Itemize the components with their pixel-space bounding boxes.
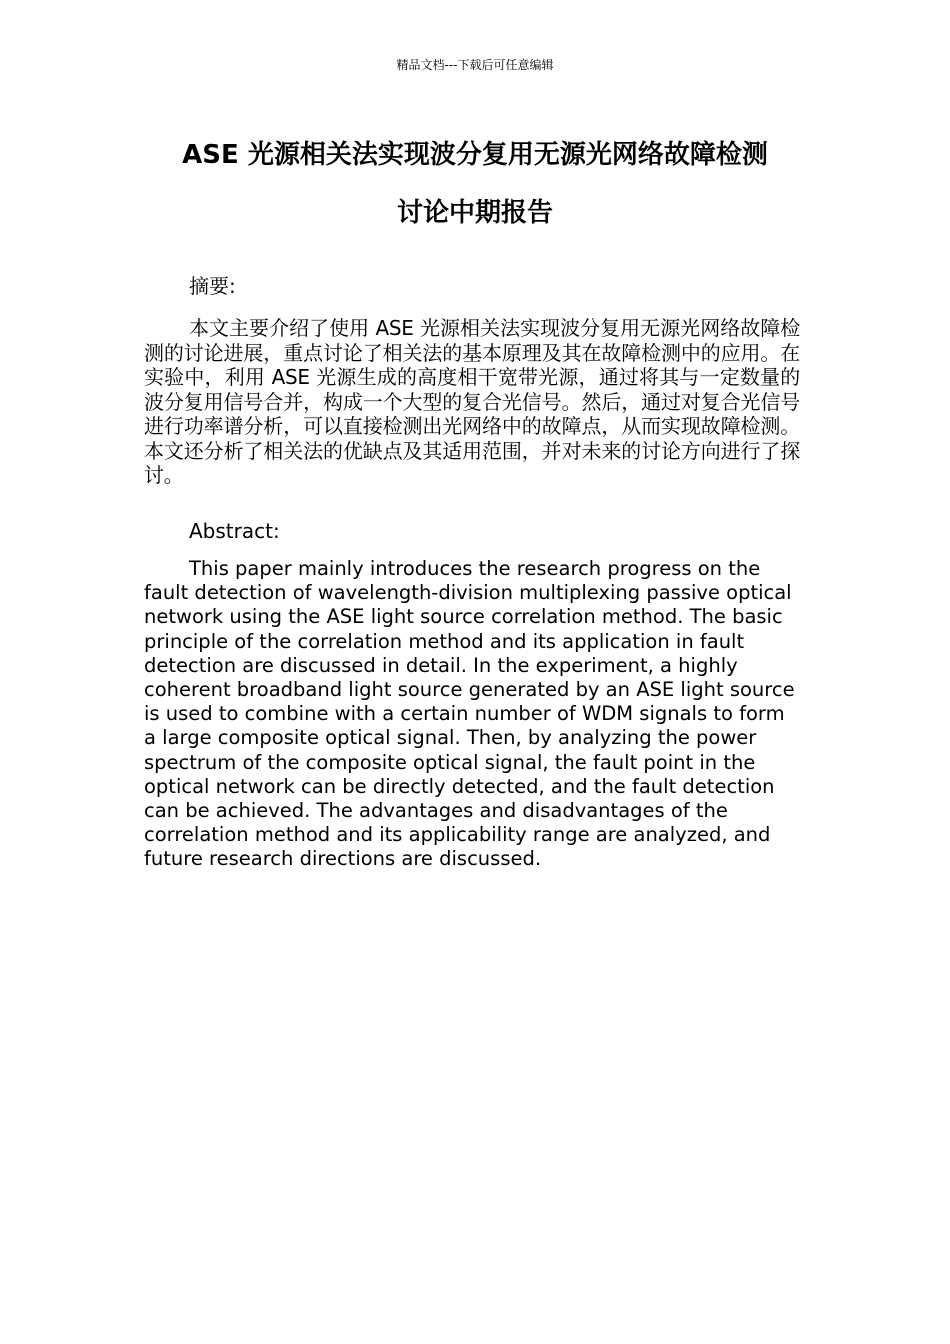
abstract-en-body: This paper mainly introduces the research progress on the fault detection of wavelength-division multiplexing passive optical network using the ASE light source correlation method. The basic principle of the correlation method and its application in fault detection are discussed in detail. In the experiment, a highly coherent broadband light source generated by an ASE light source is used to combine with a certain number of WDM signals to form a large composite optical signal. Then, by analyzing the power spectrum of the composite optical signal, the fault point in the optical network can be directly detected, and the fault detection can be achieved. The advantages and disadvantages of the correlation method and its applicability range are analyzed, and future research directions are discussed.	[144, 557, 795, 871]
abstract-zh-label: 摘要:	[189, 274, 236, 298]
abstract-zh-body: 本文主要介绍了使用 ASE 光源相关法实现波分复用无源光网络故障检测的讨论进展，重点讨论了相关法的基本原理及其在故障检测中的应用。在实验中，利用 ASE 光源生成的高度相干宽带光源，通过将其与一定数量的波分复用信号合并，构成一个大型的复合光信号。然后，通过对复合光信号进行功率谱分析，可以直接检测出光网络中的故障点，从而实现故障检测。本文还分析了相关法的优缺点及其适用范围，并对未来的讨论方向进行了探讨。	[144, 316, 800, 487]
header-note: 精品文档---下载后可任意编辑	[396, 58, 554, 72]
document-title-line-2: 讨论中期报告	[396, 198, 553, 228]
abstract-en-label: Abstract:	[189, 519, 280, 543]
document-title-line-1: ASE 光源相关法实现波分复用无源光网络故障检测	[182, 140, 768, 170]
